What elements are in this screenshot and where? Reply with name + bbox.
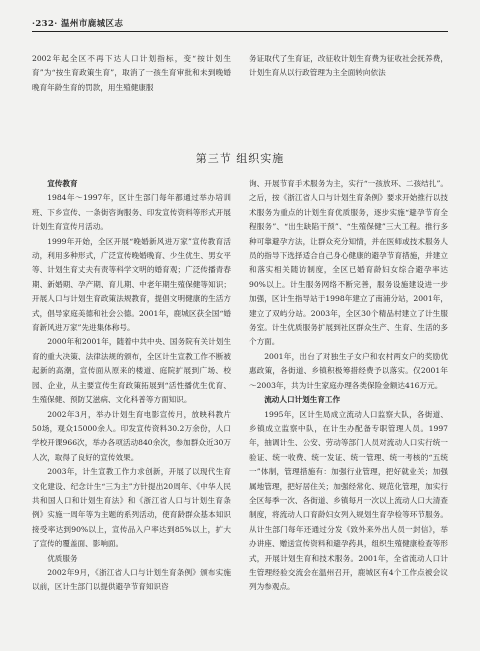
- paragraph: 2002年9月，《浙江省人口与计划生育条例》颁布实施以前，区计生部门以提供避孕节育知识咨: [32, 567, 231, 592]
- main-body: [32, 177, 448, 595]
- header-rule: [32, 31, 448, 32]
- subheading: 宣传教育: [47, 179, 78, 188]
- section-title: 第三节 组织实施: [195, 152, 285, 165]
- subheading: 流动人口计划生育工作: [264, 395, 341, 405]
- paragraph: 1995年，区计生局成立流动人口监察大队，各街道、乡镇成立监察中队，在计生办配备专职管理人员。1997年，抽调计生、公安、劳动等部门人员对流动人口实行统一验证、统一收费、统一发证、统一管理、统一考核的“五统一”体制，管理措施有：加强行业管理，把好就业关；加强属地管理，把好居住关；加强经常化、规范化管理，加实行全区每季一次、各街道、乡镇每月一次以上流动人口大清查制度，将流动人口育龄妇女列入规划生育孕检等环节服务。从计生部门每年还通过分发《致外来外出人员一封信》，举办讲座、赠送宣传资料和避孕药具，组织生殖健康检查等形式，开展计划生育和技术服务。2001年，全省流动人口计生管理经验交流会在温州召开，鹿城区有4个工作点被会议列为参观点。: [249, 409, 448, 592]
- paragraph: 2002年3月，举办计划生育电影宣传月，放映科教片50场，观众15000余人。印发宣传资料30.2万余份，人口学校开课966次，举办各项活动840余次，参加群众近30万人次，取得了良好的宣传效果。: [32, 409, 231, 462]
- top-continuation: [32, 52, 448, 95]
- subheading: 优质服务: [47, 553, 78, 563]
- paragraph: 2003年，计生宣教工作力求创新，开展了以现代生育文化建设、纪念计生“三为主”方针提出20周年、《中华人民共和国人口和计划生育法》和《浙江省人口与计划生育条例》实施一周年等为主题的系列活动，使育龄群众基本知识接受率达到90%以上，宣传品入户率达到85%以上，扩大了宣传的覆盖面、影响面。: [32, 467, 231, 549]
- top-left-column: [32, 52, 231, 95]
- top-right-column: [249, 52, 448, 95]
- paragraph: 务证取代了生育证，改征收计划生育费为征收社会抚养费，计划生育从以行政管理为主全面转向依法: [249, 54, 448, 78]
- paragraph: 2001年，出台了对独生子女户和农村两女户的奖励优惠政策，各街道、乡镇积极筹措经费予以落实。仅2001年～2003年，共为计生家庭办理各类保险金额达416万元。: [249, 351, 448, 390]
- right-column: [249, 177, 448, 595]
- paragraph: 询、开展节育手术服务为主，实行“一孩放环、二孩结扎”。之后，按《浙江省人口与计划生育条例》要求开始推行以技术服务为重点的计划生育优质服务，逐步实施“避孕节育全程服务”、“出生缺陷干预”、“生殖保健”三大工程。推行多种可靠避孕方法，让群众充分知情，并在医师或技术服务人员的指导下选择适合自己身心健康的避孕节育措施，并建立和落实相关随访制度，全区已婚育龄妇女综合避孕率达90%以上。计生服务网络不断完善，服务设施建设进一步加强，区计生指导站于1998年建立了南浦分站，2001年，建立了双屿分站。2003年，全区30个精品村建立了计生服务室。计生优质服务扩展到社区群众生产、生育、生活的多个方面。: [249, 179, 448, 347]
- paragraph: 1984年～1997年，区计生部门每年都通过举办培训班、下乡宣传、一条街咨询服务、印发宣传资料等形式开展计划生育宣传月活动。: [32, 193, 231, 232]
- running-head: ·232· 温州市鹿城区志: [32, 19, 124, 29]
- paragraph: 1999年开始，全区开展“晚婚新风进万家”宣传教育活动，利用多种形式，广泛宣传晚婚晚育、少生优生、男女平等、计划生育丈夫有责等科学文明的婚育观；广泛传播青春期、新婚期、孕产期、育儿期、中老年期生殖保健等知识；开展人口与计划生育政策法规教育，提倡文明健康的生活方式，倡导家庭美德和社会公德。2001年，鹿城区获全国“婚育新风进万家”先进集体称号。: [32, 236, 231, 333]
- paragraph: 2000年和2001年，随着中共中央、国务院有关计划生育的重大决策、法律法规的颁布，全区计生宣教工作不断被起新的高潮，宣传面从原来的楼道、庭院扩展到广场、校园、企业，从主要宣传生育政策拓展到“活性播优生优育、生殖保健、预防艾滋病、文化科普等方面知识。: [32, 337, 231, 405]
- left-column: [32, 177, 231, 595]
- paragraph: 2002年起全区不再下达人口计划指标，变“按计划生育”为“按生育政策生育”，取消了一孩生育审批和未到晚婚晚育年龄生育的罚款，用生殖健康服: [32, 54, 231, 92]
